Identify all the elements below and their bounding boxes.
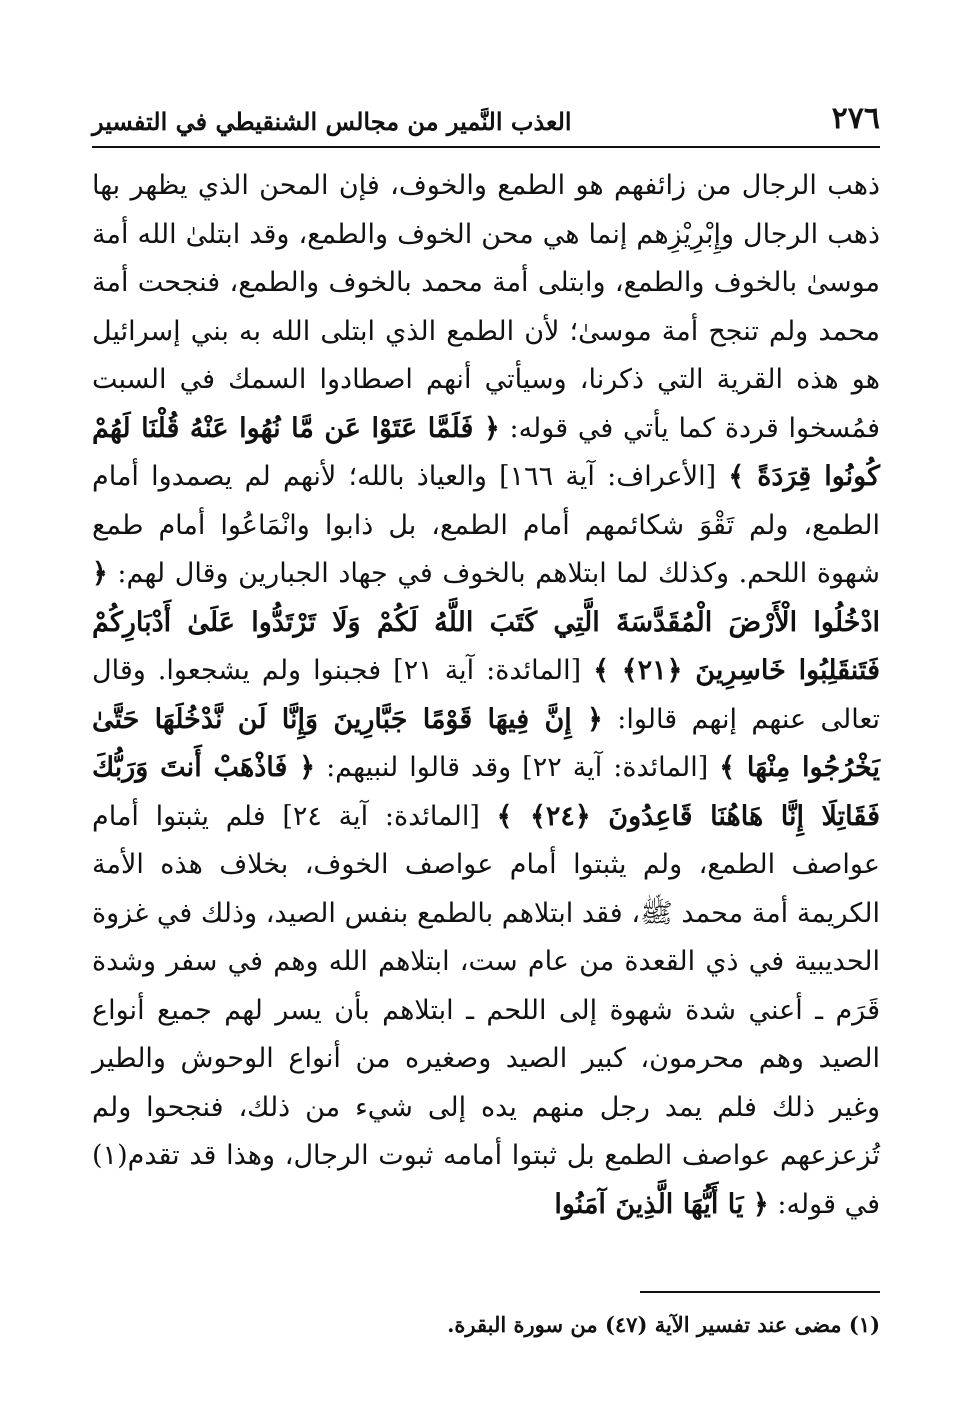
page-number: ٢٧٦ <box>831 101 880 136</box>
footnote: (١) مضى عند تفسير الآية (٤٧) من سورة البقرة. <box>447 1312 880 1337</box>
text-segment: ذهب الرجال من زائفهم هو الطمع والخوف، فإن المحن الذي يظهر بها ذهب الرجال وإِبْرِيْزِهم إنما هي محن الخوف والطمع، وقد ابتلىٰ الله أمة موسىٰ بالخوف والطمع، وابتلى أمة محمد بالخوف والطمع، فنجحت أمة محمد ولم تنجح أمة موسىٰ؛ لأن الطمع الذي ابتلى الله به بني إسرائيل هو هذه القرية التي ذكرنا، وسيأتي أنهم اصطادوا السمك في السبت فمُسخوا قردة كما يأتي في قوله: <box>92 170 881 444</box>
body-text <box>92 162 880 1229</box>
main-paragraph <box>92 162 880 1229</box>
header-divider <box>92 146 880 148</box>
quran-verse: ﴿ ادْخُلُوا الْأَرْضَ الْمُقَدَّسَةَ الَّتِي كَتَبَ اللَّهُ لَكُمْ وَلَا تَرْتَدُّوا عَلَىٰ أَدْبَارِكُمْ فَتَنقَلِبُوا خَاسِرِينَ ﴿٢١﴾ ﴾ <box>92 558 880 686</box>
footnote-divider <box>640 1291 880 1293</box>
text-segment: [الأعراف: آية ١٦٦] والعياذ بالله؛ لأنهم لم يصمدوا أمام الطمع، ولم تَقْوَ شكائمهم أمام الطمع، بل ذابوا وانْمَاعُوا أمام طمع شهوة اللحم. وكذلك لما ابتلاهم بالخوف في جهاد الجبارين وقال لهم: <box>92 461 880 589</box>
book-title: العذب النَّمير من مجالس الشنقيطي في التفسير <box>92 107 572 136</box>
text-segment: [المائدة: آية ٢١] فجبنوا ولم يشجعوا. وقال تعالى عنهم إنهم قالوا: <box>92 655 880 735</box>
text-segment: [المائدة: آية ٢٤] فلم يثبتوا أمام عواصف الطمع، ولم يثبتوا أمام عواصف الخوف، بخلاف هذه الأمة الكريمة أمة محمد ﷺ، فقد ابتلاهم بالطمع بنفس الصيد، وذلك في غزوة الحديبية في ذي القعدة من عام ست، ابتلاهم الله وهم في سفر وشدة قَرَم ـ أعني شدة شهوة إلى اللحم ـ ابتلاهم بأن يسر لهم جميع أنواع الصيد وهم محرمون، كبير الصيد وصغيره من أنواع الوحوش والطير وغير ذلك فلم يمد رجل منهم يده إلى شيء من ذلك، فنجحوا ولم تُزعزعهم عواصف الطمع بل ثبتوا أمامه ثبوت الرجال، وهذا قد تقدم(١) في قوله: <box>92 800 880 1220</box>
quran-verse: ﴿ يَا أَيُّهَا الَّذِينَ آمَنُوا <box>554 1188 769 1220</box>
page-header <box>92 92 880 136</box>
text-segment: [المائدة: آية ٢٢] وقد قالوا لنبيهم: <box>315 752 720 783</box>
quran-verse: ﴿ فَاذْهَبْ أَنتَ وَرَبُّكَ فَقَاتِلَا إِنَّا هَاهُنَا قَاعِدُونَ ﴿٢٤﴾ ﴾ <box>92 752 880 832</box>
quran-verse: ﴿ فَلَمَّا عَتَوْا عَن مَّا نُهُوا عَنْهُ قُلْنَا لَهُمْ كُونُوا قِرَدَةً ﴾ <box>92 412 880 492</box>
quran-verse: ﴿ إِنَّ فِيهَا قَوْمًا جَبَّارِينَ وَإِنَّا لَن نَّدْخُلَهَا حَتَّىٰ يَخْرُجُوا مِنْهَا ﴾ <box>92 703 880 783</box>
